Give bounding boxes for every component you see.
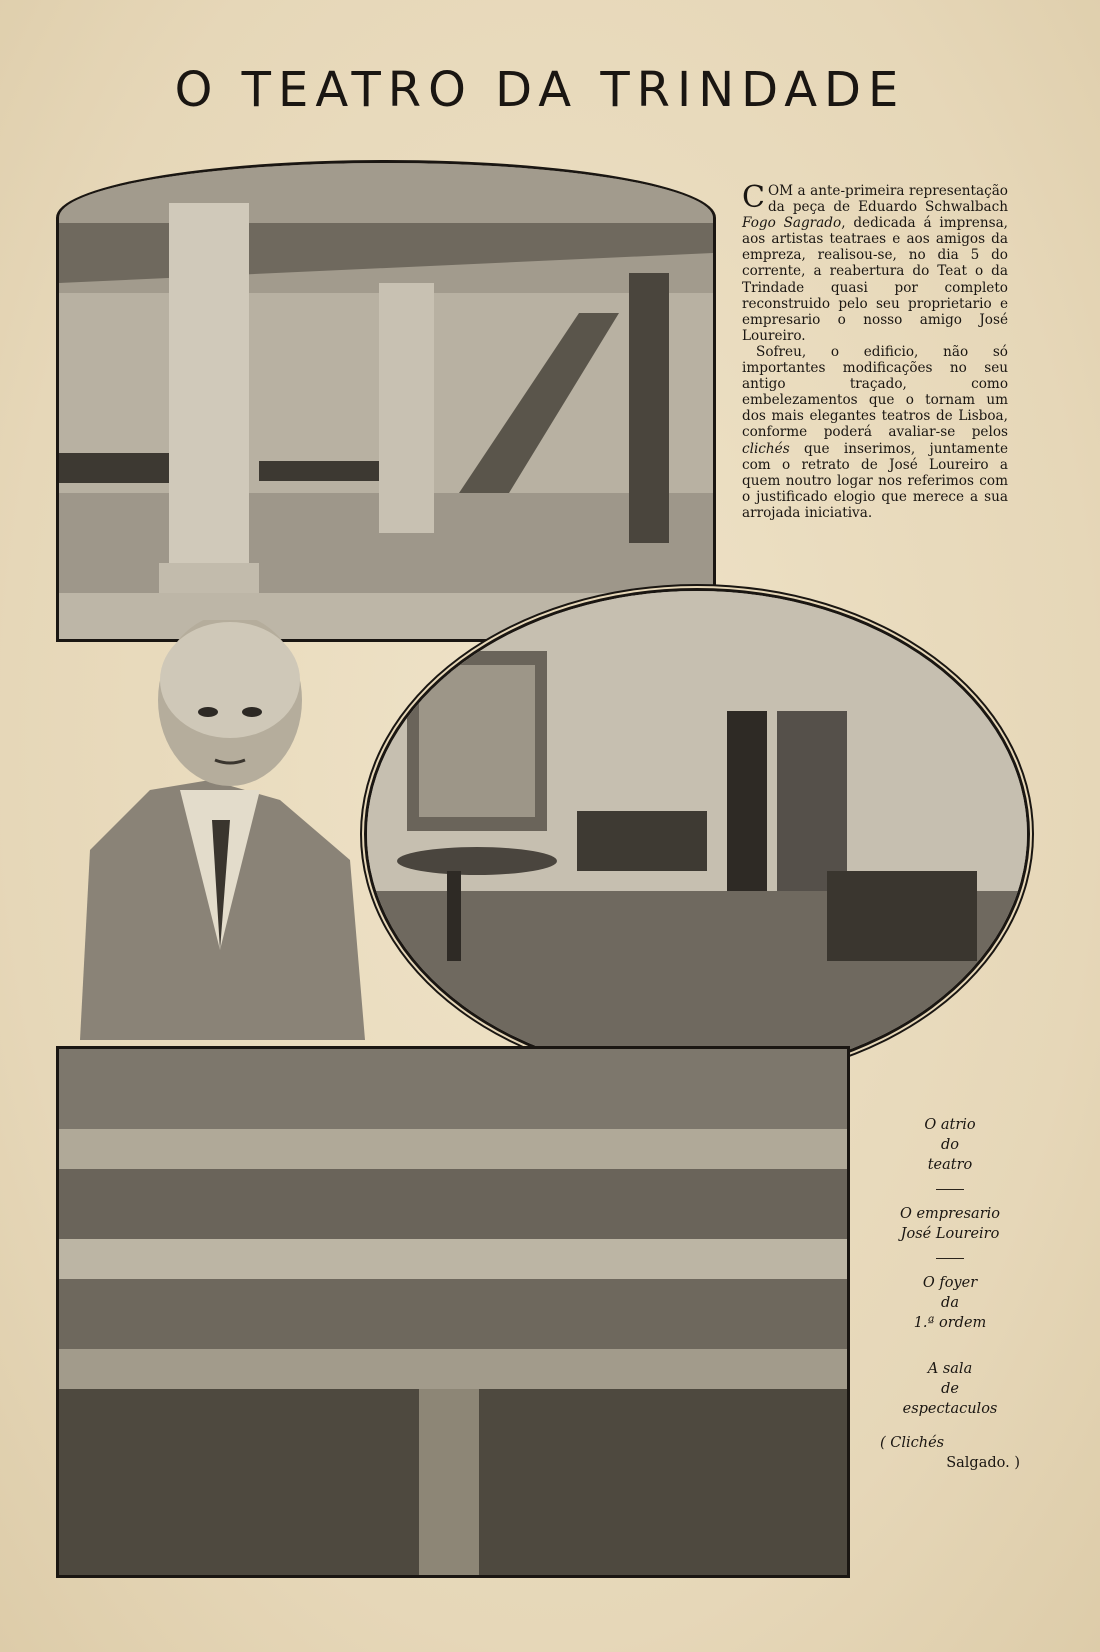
caption-line: espectaculos <box>902 1401 998 1417</box>
article-p1-end: , dedicada á imprensa, aos artistas teatraes e aos amigos da empreza, realisou-se, no dia 5 do corrente, a reabertura do Teat o da Trindade quasi por completo reconstruido pelo seu proprietario e empresario o nosso amigo José Loureiro. <box>742 215 1009 344</box>
caption-sala <box>880 1359 1020 1419</box>
credit-line: Salgado. ) <box>946 1455 1020 1471</box>
caption-divider <box>936 1258 964 1259</box>
caption-column <box>880 1115 1020 1473</box>
caption-line: 1.ª ordem <box>913 1315 987 1331</box>
page-title: O TEATRO DA TRINDADE <box>174 62 906 118</box>
article-play-title: Fogo Sagrado <box>742 215 842 232</box>
caption-line: de <box>941 1381 959 1397</box>
caption-foyer <box>880 1273 1020 1333</box>
photo-credit <box>880 1433 1020 1473</box>
drop-cap: C <box>742 180 765 215</box>
sala-photo <box>56 1046 850 1578</box>
caption-line: O empresario <box>899 1206 1000 1222</box>
article-p1-start: OM a ante-primeira representação da peça de Eduardo Schwalbach <box>767 183 1008 216</box>
article-cliches-word: clichés <box>742 440 790 457</box>
caption-line: José Loureiro <box>900 1226 1000 1242</box>
caption-line: do <box>940 1137 959 1153</box>
portrait-jose-loureiro <box>80 620 365 1040</box>
atrio-photo <box>56 160 716 642</box>
caption-line: O atrio <box>924 1117 976 1133</box>
foyer-photo <box>364 588 1030 1080</box>
caption-atrio <box>880 1115 1020 1175</box>
credit-line: ( Clichés <box>880 1435 945 1451</box>
caption-line: A sala <box>927 1361 973 1377</box>
caption-empresario <box>880 1204 1020 1244</box>
caption-line: da <box>941 1295 959 1311</box>
article-text <box>742 180 1009 521</box>
article-p2-start: Sofreu, o edificio, não só importantes modificações no seu antigo traçado, como embelezamentos que o tornam um dos mais elegantes teatros de Lisboa, conforme poderá avaliar-se pelos <box>742 343 1008 441</box>
caption-divider <box>936 1189 964 1190</box>
caption-line: O foyer <box>922 1275 978 1291</box>
article-p2-end: que inserimos, juntamente com o retrato de José Loureiro a quem noutro logar nos referimos com o justificado elogio que merece a sua arrojada iniciativa. <box>742 440 1008 521</box>
caption-line: teatro <box>927 1157 973 1173</box>
